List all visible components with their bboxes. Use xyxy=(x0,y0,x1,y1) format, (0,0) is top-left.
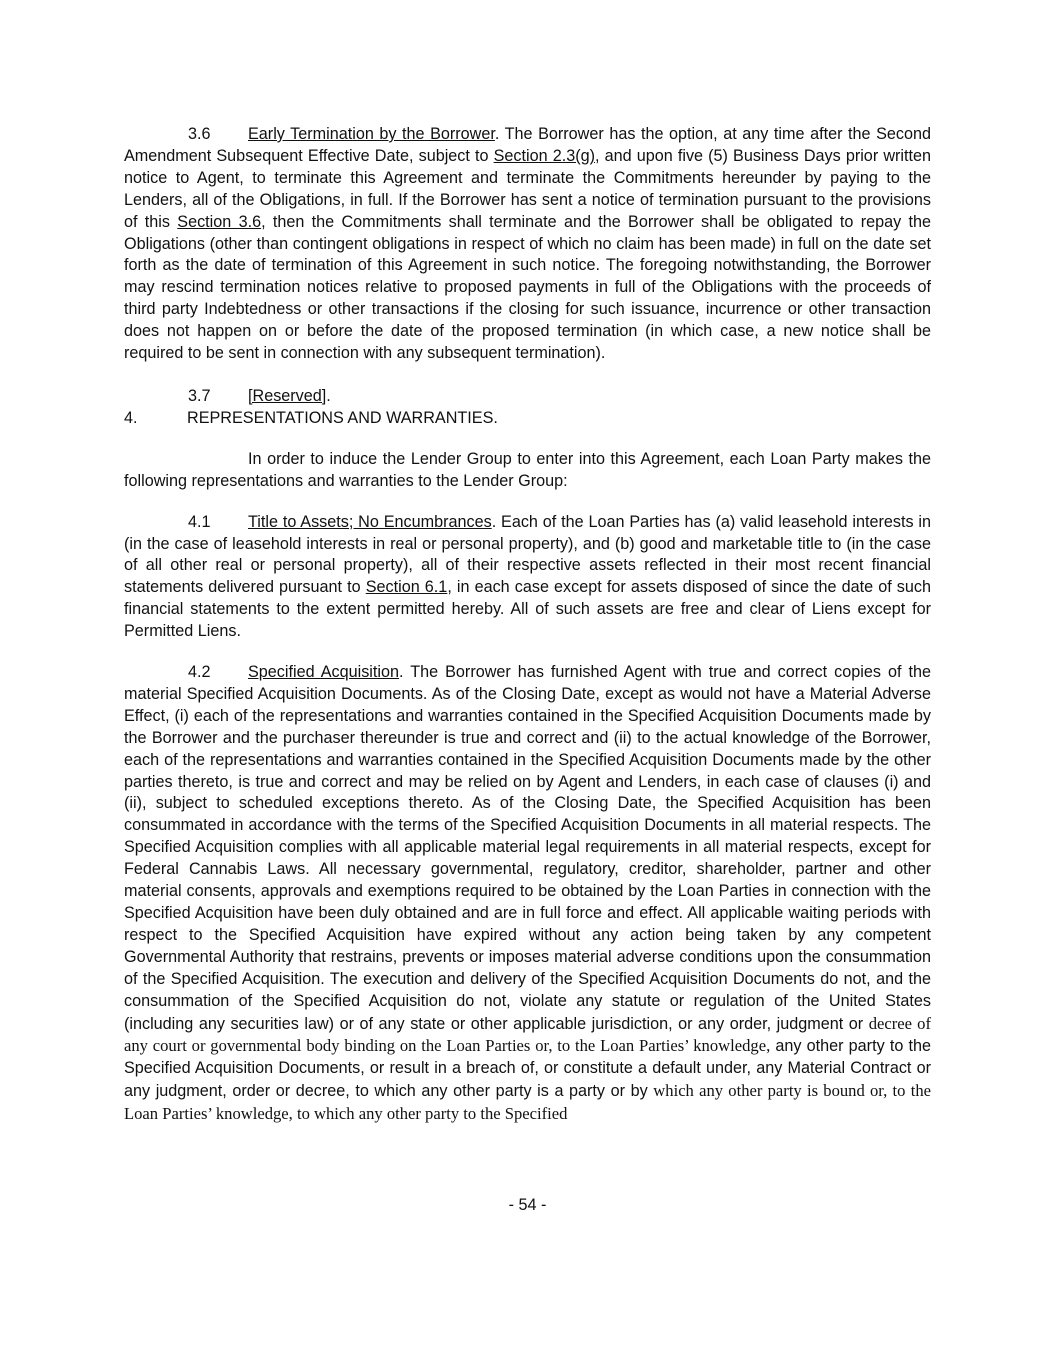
section-text: , in each case except for assets disposed of since the date of such financial statements to the extent permitted hereby. All of such assets are free and clear of Liens except for Permitted Liens. xyxy=(124,578,931,641)
section-number: 3.7 xyxy=(188,386,211,405)
section-text: . Each of the Loan Parties has (a) valid leasehold interests in (in the case of leasehold interests in real or personal property), and (b) good and marketable title to (in the case of all other real or personal property), all of their respective assets reflected in their most recent financial statements delivered pursuant to xyxy=(124,512,931,597)
section-number: 3.6 xyxy=(188,125,211,143)
document-page xyxy=(124,124,931,1126)
section-text: , and upon five (5) Business Days prior written notice to Agent, to terminate this Agreement and terminate the Commitments hereunder by paying to the Lenders, all of the Obligations, in full. If the Borrower has sent a notice of termination pursuant to the provisions of this xyxy=(124,146,931,231)
cross-reference: Section 3.6 xyxy=(177,212,262,231)
section-text: . The Borrower has the option, at any time after the Second Amendment Subsequent Effective Date, subject to xyxy=(124,125,931,165)
section-text-serif: decree of any court or governmental body binding on the Loan Parties or, to the Loan Parties’ knowledge, xyxy=(124,1013,931,1056)
section-number: 4.1 xyxy=(188,512,211,531)
section-text: any other party to the Specified Acquisition Documents, or result in a breach of, or constitute a default under, any Material Contract or any judgment, order or decree, to which any other party is a party or by xyxy=(124,1037,931,1101)
cross-reference: Section 2.3(g) xyxy=(493,146,595,165)
section-4-2 xyxy=(124,662,931,1126)
section-3-6 xyxy=(124,124,931,365)
article-4-heading xyxy=(124,408,931,430)
section-heading: Title to Assets; No Encumbrances xyxy=(248,512,492,531)
article-4-intro: In order to induce the Lender Group to enter into this Agreement, each Loan Party makes the following representations and warranties to the Lender Group: xyxy=(124,449,931,490)
section-number: 4.2 xyxy=(188,663,211,682)
section-text: . xyxy=(326,386,331,405)
cross-reference: Section 6.1 xyxy=(365,578,448,597)
article-title: REPRESENTATIONS AND WARRANTIES. xyxy=(187,408,498,427)
page-number: - 54 - xyxy=(508,1196,547,1214)
section-text: , then the Commitments shall terminate and the Borrower shall be obligated to repay the Obligations (other than contingent obligations in respect of which no claim has been made) in full on the date set forth as the date of termination of this Agreement in such notice. The foregoing notwithstanding, the Borrower may rescind termination notices relative to proposed payments in full of the Obligations with the proceeds of third party Indebtedness or other transactions if the closing for such issuance, incurrence or other transaction does not happen on or before the date of the proposed termination (in which case, a new notice shall be required to be sent in connection with any subsequent termination). xyxy=(124,212,931,363)
article-number: 4. xyxy=(124,408,138,427)
section-3-7 xyxy=(124,386,931,408)
section-text-serif: which any other party is bound or, to the Loan Parties’ knowledge, to which any other party to the Specified xyxy=(124,1081,931,1124)
section-heading: Early Termination by the Borrower xyxy=(248,125,495,143)
section-heading: Specified Acquisition xyxy=(248,663,399,682)
section-text: . The Borrower has furnished Agent with true and correct copies of the material Specified Acquisition Documents. As of the Closing Date, except as would not have a Material Adverse Effect, (i) each of the representations and warranties contained in the Specified Acquisition Documents made by the Borrower and the purchaser thereunder is true and correct and (ii) to the actual knowledge of the Borrower, each of the representations and warranties contained in the Specified Acquisition Documents made by the other parties thereto, is true and correct and may be relied on by Agent and Lenders, in each case of clauses (i) and (ii), subject to scheduled exceptions thereto. As of the Closing Date, the Specified Acquisition has been consummated in accordance with the terms of the Specified Acquisition Documents in all material respects. The Specified Acquisition complies with all applicable material legal requirements in all material respects, except for Federal Cannabis Laws. All necessary governmental, regulatory, creditor, shareholder, partner and other material consents, approvals and exemptions required to be obtained by the Loan Parties in connection with the Specified Acquisition have been duly obtained and are in full force and effect. All applicable waiting periods with respect to the Specified Acquisition have expired without any action being taken by any competent Governmental Authority that restrains, prevents or imposes material adverse conditions upon the consummation of the Specified Acquisition. The execution and delivery of the Specified Acquisition Documents do not, and the consummation of the Specified Acquisition do not, violate any statute or regulation of the United States (including any securities law) or of any state or other applicable jurisdiction, or any order, judgment or xyxy=(124,663,931,1033)
section-heading: [Reserved] xyxy=(248,386,327,405)
section-4-1 xyxy=(124,512,931,643)
